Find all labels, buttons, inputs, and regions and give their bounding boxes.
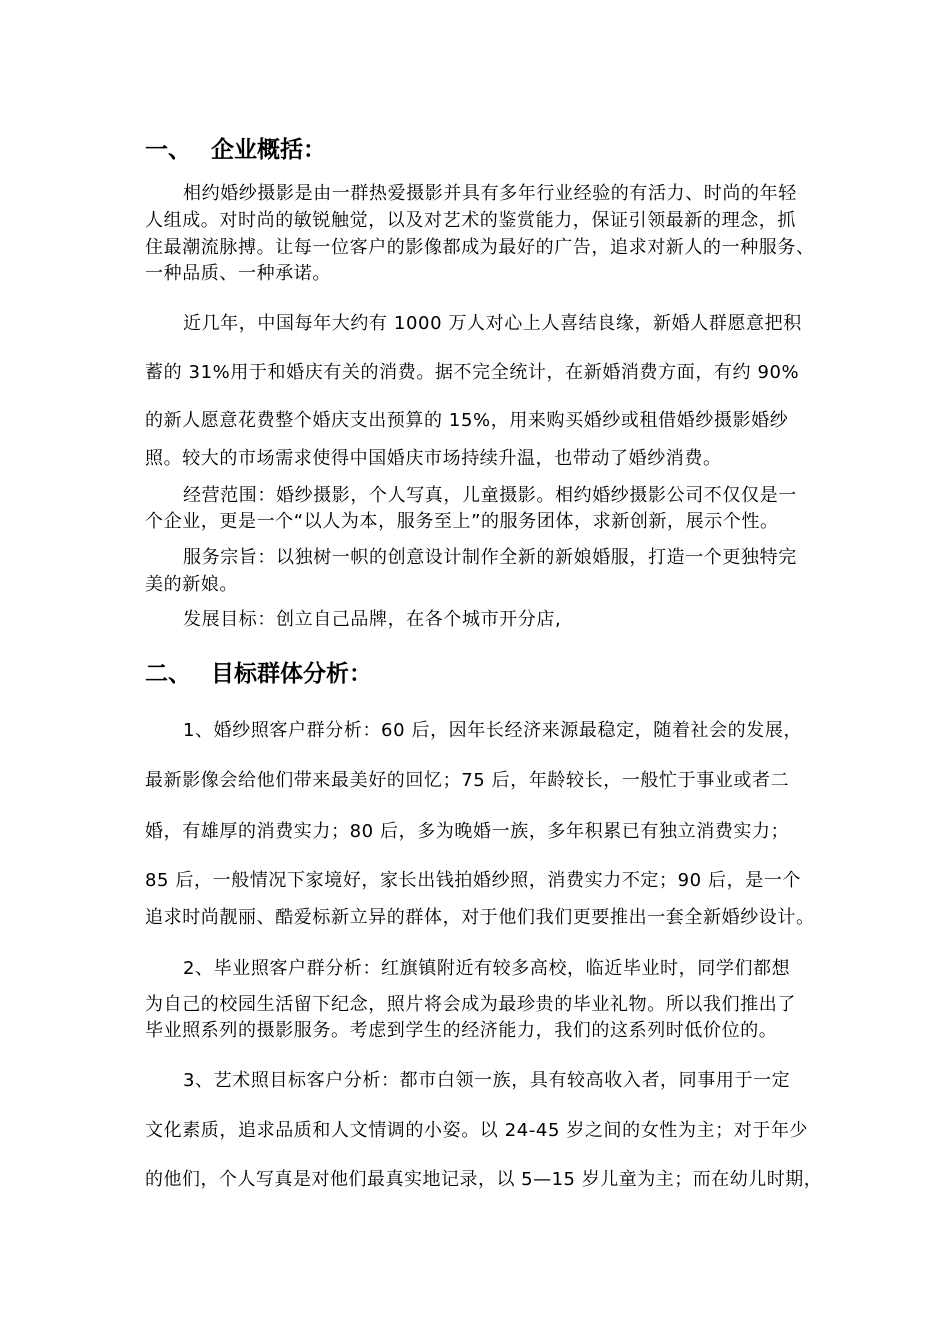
paragraph-line: 发展目标：创立自己品牌，在各个城市开分店,: [183, 609, 562, 630]
paragraph-line: 个企业，更是一个“以人为本，服务至上”的服务团体，求新创新，展示个性。: [145, 511, 779, 532]
paragraph-line: 最新影像会给他们带来最美好的回忆；75 后，年龄较长，一般忙于事业或者二: [145, 770, 790, 791]
paragraph-line: 人组成。对时尚的敏锐触觉，以及对艺术的鉴赏能力，保证引领最新的理念，抓: [145, 210, 796, 231]
paragraph-line: 美的新娘。: [145, 574, 238, 595]
paragraph-line: 服务宗旨：以独树一帜的创意设计制作全新的新娘婚服，打造一个更独特完: [183, 547, 797, 568]
paragraph-line: 3、艺术照目标客户分析：都市白领一族，具有较高收入者，同事用于一定: [183, 1070, 791, 1091]
paragraph-line: 1、婚纱照客户群分析：60 后，因年长经济来源最稳定，随着社会的发展，: [183, 720, 803, 741]
paragraph-line: 一种品质、一种承诺。: [145, 263, 331, 284]
paragraph-line: 追求时尚靓丽、酷爱标新立异的群体，对于他们我们更要推出一套全新婚纱设计。: [145, 907, 815, 928]
paragraph-line: 的新人愿意花费整个婚庆支出预算的 15%，用来购买婚纱或租借婚纱摄影婚纱: [145, 410, 789, 431]
section-heading-2: [145, 659, 372, 689]
paragraph-line: 85 后，一般情况下家境好，家长出钱拍婚纱照，消费实力不定；90 后，是一个: [145, 870, 802, 891]
paragraph-line: 蓄的 31%用于和婚庆有关的消费。据不完全统计，在新婚消费方面，有约 90%: [145, 362, 800, 383]
paragraph-line: 近几年，中国每年大约有 1000 万人对心上人喜结良缘，新婚人群愿意把积: [183, 313, 802, 334]
paragraph-line: 住最潮流脉搏。让每一位客户的影像都成为最好的广告，追求对新人的一种服务、: [145, 237, 815, 258]
paragraph-line: 毕业照系列的摄影服务。考虑到学生的经济能力，我们的这系列时低价位的。: [145, 1020, 778, 1041]
section-number: 一、: [145, 137, 191, 163]
paragraph-line: 照。较大的市场需求使得中国婚庆市场持续升温，也带动了婚纱消费。: [145, 448, 722, 469]
section-number: 二、: [145, 661, 191, 687]
paragraph-line: 相约婚纱摄影是由一群热爱摄影并具有多年行业经验的有活力、时尚的年轻: [183, 183, 797, 204]
section-heading-1: [145, 135, 326, 165]
section-title: 企业概括：: [211, 137, 326, 163]
paragraph-line: 的他们，个人写真是对他们最真实地记录，以 5—15 岁儿童为主；而在幼儿时期，: [145, 1169, 823, 1190]
paragraph-line: 婚，有雄厚的消费实力；80 后，多为晚婚一族，多年积累已有独立消费实力；: [145, 821, 790, 842]
paragraph-line: 经营范围：婚纱摄影，个人写真，儿童摄影。相约婚纱摄影公司不仅仅是一: [183, 485, 797, 506]
paragraph-line: 为自己的校园生活留下纪念，照片将会成为最珍贵的毕业礼物。所以我们推出了: [145, 994, 796, 1015]
paragraph-line: 文化素质，追求品质和人文情调的小姿。以 24-45 岁之间的女性为主；对于年少: [145, 1120, 809, 1141]
section-title: 目标群体分析：: [211, 661, 372, 687]
paragraph-line: 2、毕业照客户群分析：红旗镇附近有较多高校，临近毕业时，同学们都想: [183, 958, 791, 979]
